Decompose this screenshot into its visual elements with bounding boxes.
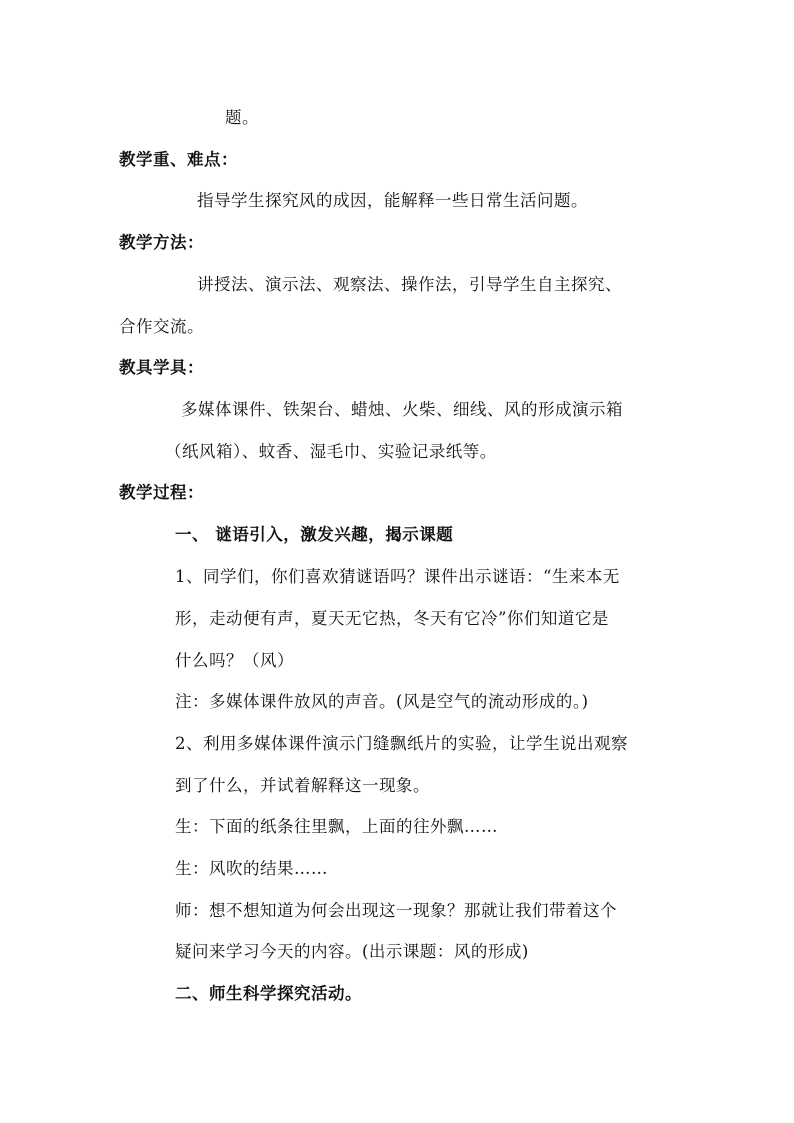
section-heading-teaching-process: 教学过程： — [119, 483, 204, 502]
subsection-heading-riddle-intro: 一、 谜语引入，激发兴趣，揭示课题 — [175, 525, 454, 544]
paragraph-line: 生：风吹的结果…… — [175, 859, 328, 878]
paragraph-line: 形，走动便有声，夏天无它热，冬天有它冷”你们知道它是 — [175, 609, 609, 628]
paragraph-line: 讲授法、演示法、观察法、操作法，引导学生自主探究、 — [197, 275, 622, 294]
paragraph-line: 生：下面的纸条往里飘，上面的往外飘…… — [175, 817, 498, 836]
paragraph-line: 2、利用多媒体课件演示门缝飘纸片的实验，让学生说出观察 — [175, 734, 628, 753]
paragraph-line: 指导学生探究风的成因，能解释一些日常生活问题。 — [197, 191, 588, 210]
paragraph-line: 多媒体课件、铁架台、蜡烛、火柴、细线、风的形成演示箱 — [181, 400, 623, 419]
paragraph-line: 注：多媒体课件放风的声音。(风是空气的流动形成的。) — [175, 692, 589, 711]
paragraph-line: 到了什么，并试着解释这一现象。 — [175, 776, 430, 795]
paragraph-line: 疑问来学习今天的内容。(出示课题：风的形成) — [175, 942, 529, 961]
paragraph-line: 师：想不想知道为何会出现这一现象？那就让我们带着这个 — [175, 901, 617, 920]
section-heading-teaching-methods: 教学方法： — [119, 233, 204, 252]
paragraph-line: 1、同学们，你们喜欢猜谜语吗？课件出示谜语：“生来本无 — [175, 567, 620, 586]
section-heading-key-points: 教学重、难点： — [119, 150, 238, 169]
paragraph-line: 合作交流。 — [119, 317, 204, 336]
subsection-heading-inquiry-activity: 二、师生科学探究活动。 — [175, 984, 362, 1003]
section-heading-teaching-tools: 教具学具： — [119, 358, 204, 377]
paragraph-line: 什么吗？（风） — [175, 651, 294, 670]
paragraph-line: 题。 — [225, 108, 259, 127]
paragraph-line: （纸风箱）、蚊香、湿毛巾、实验记录纸等。 — [165, 442, 497, 461]
